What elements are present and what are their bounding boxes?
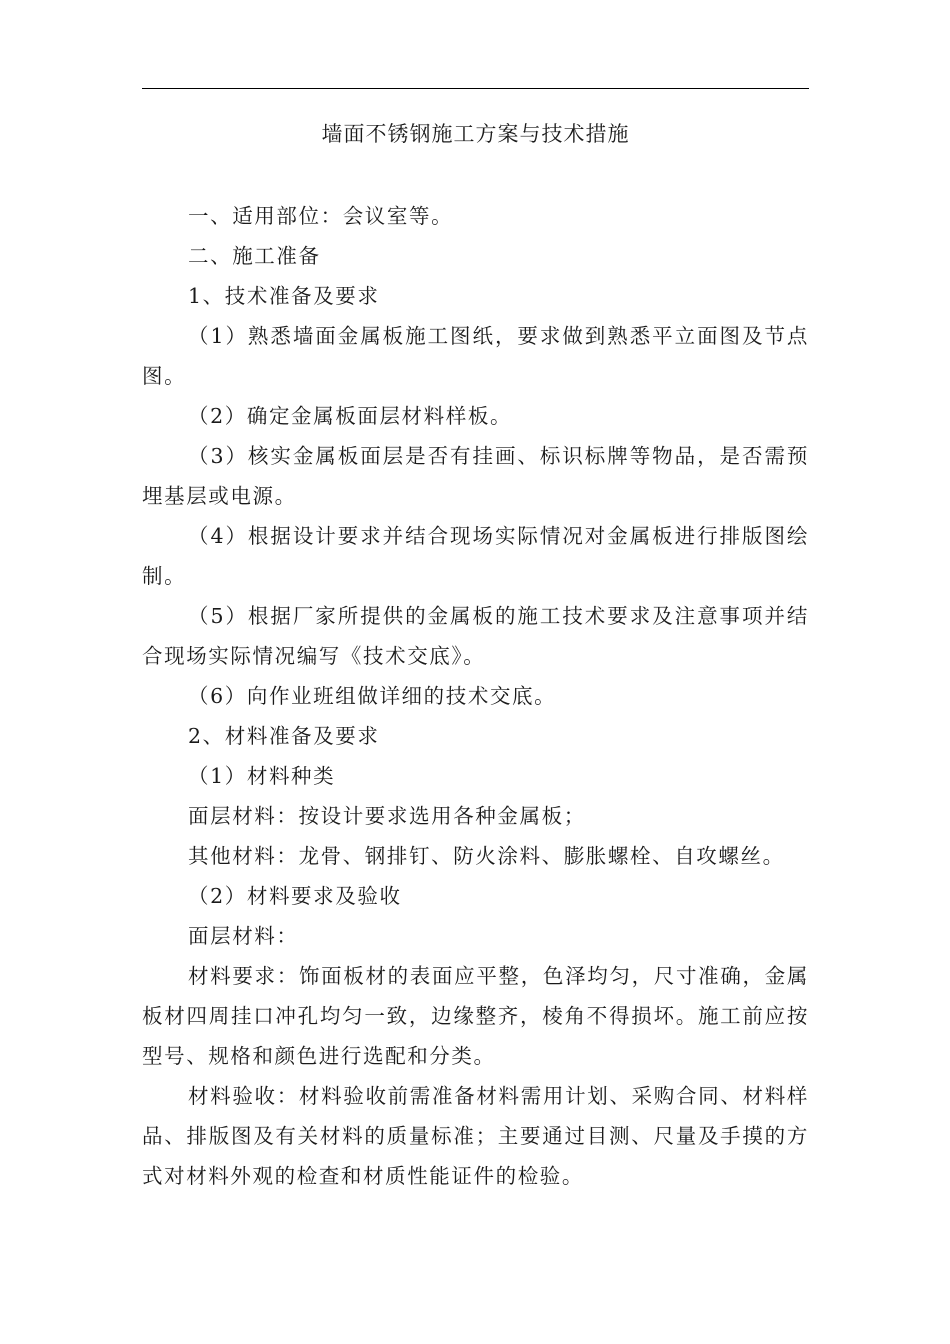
paragraph: 1、技术准备及要求 xyxy=(188,284,380,308)
paragraph: （4）根据设计要求并结合现场实际情况对金属板进行排版图绘制。 xyxy=(142,524,809,588)
paragraph: （3）核实金属板面层是否有挂画、标识标牌等物品，是否需预埋基层或电源。 xyxy=(142,444,809,508)
paragraph: 其他材料：龙骨、钢排钉、防火涂料、膨胀螺栓、自攻螺丝。 xyxy=(188,844,785,868)
paragraph: （5）根据厂家所提供的金属板的施工技术要求及注意事项并结合现场实际情况编写《技术交底》。 xyxy=(142,604,809,668)
paragraph: 材料验收：材料验收前需准备材料需用计划、采购合同、材料样品、排版图及有关材料的质量标准；主要通过目测、尺量及手摸的方式对材料外观的检查和材质性能证件的检验。 xyxy=(142,1084,809,1188)
paragraph: （6）向作业班组做详细的技术交底。 xyxy=(188,684,557,708)
paragraph: （1）熟悉墙面金属板施工图纸，要求做到熟悉平立面图及节点图。 xyxy=(142,324,809,388)
paragraph: 面层材料：按设计要求选用各种金属板； xyxy=(188,804,586,828)
paragraph: 一、适用部位：会议室等。 xyxy=(188,204,454,228)
paragraph: （2）确定金属板面层材料样板。 xyxy=(188,404,513,428)
paragraph: 2、材料准备及要求 xyxy=(188,724,380,748)
paragraph: （1）材料种类 xyxy=(188,764,336,788)
header-rule xyxy=(142,88,809,89)
document-title: 墙面不锈钢施工方案与技术措施 xyxy=(321,122,630,146)
paragraph: （2）材料要求及验收 xyxy=(188,884,402,908)
document-body xyxy=(142,196,809,1196)
paragraph: 面层材料： xyxy=(188,924,299,948)
paragraph: 二、施工准备 xyxy=(188,244,321,268)
paragraph: 材料要求：饰面板材的表面应平整，色泽均匀，尺寸准确，金属板材四周挂口冲孔均匀一致，边缘整齐，棱角不得损坏。施工前应按型号、规格和颜色进行选配和分类。 xyxy=(142,964,809,1068)
